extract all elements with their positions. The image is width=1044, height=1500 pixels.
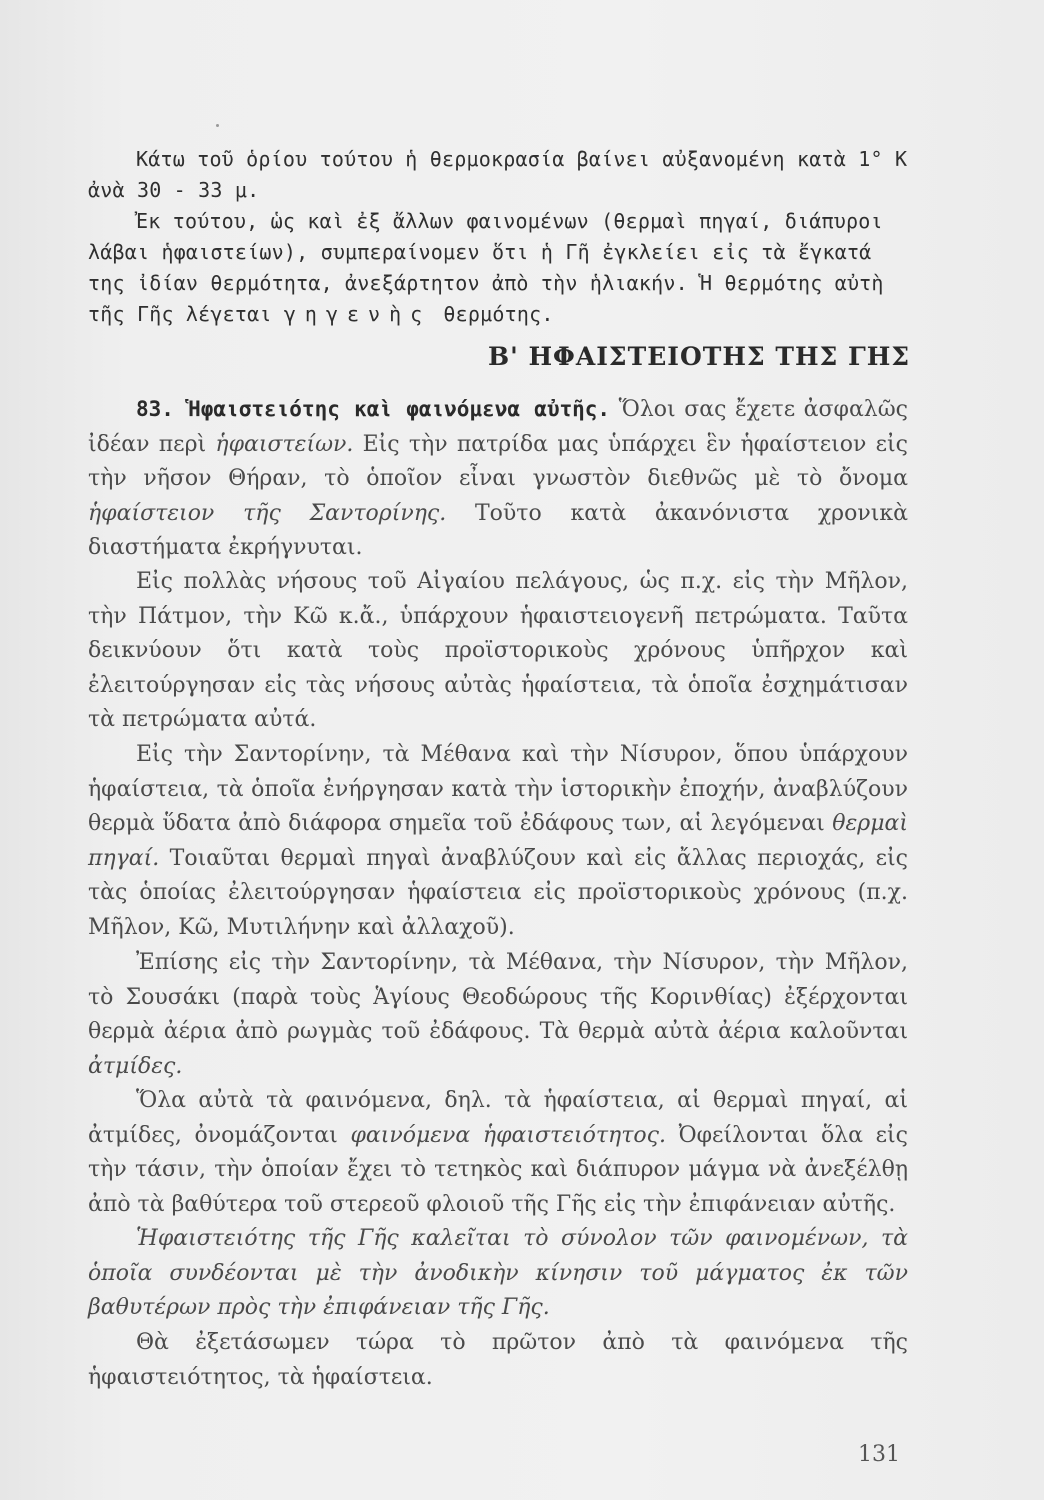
italic-term-fumaroles: ἀτμίδες. (88, 1053, 183, 1079)
next-topic-text: Θὰ ἐξετάσωμεν τώρα τὸ πρῶτον ἀπὸ τὰ φαινόμενα τῆς ἡφαιστειότητος, τὰ ἡφαίστεια. (88, 1330, 908, 1390)
paragraph-islands (88, 565, 908, 738)
paragraph-geothermal (88, 206, 908, 330)
paragraph-definition (88, 1222, 908, 1326)
section-text-a: Ὅλοι σας ἔχετε ἀσφαλῶς ἰδέαν περὶ (88, 397, 909, 457)
italic-term-hot-springs: θερμαὶ πηγαί. (88, 811, 908, 871)
page-number: 131 (858, 1442, 900, 1467)
section-heading: Β' ΗΦΑΙΣΤΕΙΟΤΗΣ ΤΗΣ ΓΗΣ (487, 342, 910, 371)
paragraph-fumaroles (88, 946, 908, 1084)
phenomena-text-b: Ὀφείλονται ὅλα εἰς τὴν τάσιν, τὴν ὁποίαν ἔχει τὸ τετηκὸς καὶ διάπυρον μάγμα νὰ ἀνεξέλθῃ ἀπὸ τὰ βαθύτερα τοῦ στερεοῦ φλοιοῦ τῆς Γῆς εἰς τὴν ἐπιφάνειαν αὐτῆς. (88, 1122, 908, 1217)
islands-text: Εἰς πολλὰς νήσους τοῦ Αἰγαίου πελάγους, ὡς π.χ. εἰς τὴν Μῆλον, τὴν Πάτμον, τὴν Κῶ κ.ἄ., ὑπάρχουν ἡφαιστειογενῆ πετρώματα. Ταῦτα δεικνύουν ὅτι κατὰ τοὺς προϊστορικοὺς χρόνους ὑπῆρχον καὶ ἐλειτούργησαν εἰς τὰς νήσους αὐτὰς ἡφαίστεια, τὰ ὁποῖα ἐσχημάτισαν τὰ πετρώματα αὐτά. (88, 569, 908, 733)
phenomena-text-a: Ὅλα αὐτὰ τὰ φαινόμενα, δηλ. τὰ ἡφαίστεια, αἱ θερμαὶ πηγαί, αἱ ἀτμίδες, ὀνομάζονται (88, 1088, 908, 1148)
paragraph-hot-springs (88, 738, 908, 946)
hot-springs-text-a: Εἰς τὴν Σαντορίνην, τὰ Μέθανα καὶ τὴν Νίσυρον, ὅπου ὑπάρχουν ἡφαίστεια, τὰ ὁποῖα ἐνήργησαν κατὰ τὴν ἱστορικὴν ἐποχήν, ἀναβλύζουν θερμὰ ὕδατα ἀπὸ διάφορα σημεῖα τοῦ ἐδάφους των, αἱ λεγόμεναι (88, 742, 908, 837)
paragraph-next (88, 1326, 908, 1395)
section-text-b: Εἰς τὴν πατρίδα μας ὑπάρχει ἓν ἡφαίστειον εἰς τὴν νῆσον Θήραν, τὸ ὁποῖον εἶναι γνωστὸν διεθνῶς μὲ τὸ ὄνομα (88, 431, 908, 492)
paragraph-phenomena (88, 1084, 908, 1222)
hot-springs-text-b: Τοιαῦται θερμαὶ πηγαὶ ἀναβλύζουν καὶ εἰς ἄλλας περιοχάς, εἰς τὰς ὁποίας ἐλειτούργησαν ἡφαίστεια εἰς προϊστορικοὺς χρόνους (π.χ. Μῆλον, Κῶ, Μυτιλήνην καὶ ἀλλαχοῦ). (88, 845, 908, 940)
definition-text: Ἡφαιστειότης τῆς Γῆς καλεῖται τὸ σύνολον τῶν φαινομένων, τὰ ὁποῖα συνδέονται μὲ τὴν ἀνοδικὴν κίνησιν τοῦ μάγματος ἐκ τῶν βαθυτέρων πρὸς τὴν ἐπιφάνειαν τῆς Γῆς. (88, 1226, 908, 1321)
fumaroles-text: Ἐπίσης εἰς τὴν Σαντορίνην, τὰ Μέθανα, τὴν Νίσυρον, τὴν Μῆλον, τὸ Σουσάκι (παρὰ τοὺς Ἁγίους Θεοδώρους τῆς Κορινθίας) ἐξέρχονται θερμὰ ἀέρια ἀπὸ ρωγμὰς τοῦ ἐδάφους. Τὰ θερμὰ αὐτὰ ἀέρια καλοῦνται (88, 950, 908, 1045)
paragraph-intro (88, 144, 908, 206)
italic-term-santorini: ἡφαίστειον τῆς Σαντορίνης. (88, 500, 447, 526)
intro-text: Κάτω τοῦ ὁρίου τούτου ἡ θερμοκρασία βαίνει αὐξανομένη κατὰ 1° Κ ἀνὰ 30 - 33 μ. (88, 147, 908, 202)
italic-term-volcanoes: ἡφαιστείων. (215, 431, 354, 457)
geothermal-text-end: θερμότης. (443, 302, 554, 326)
paragraph-section-83 (88, 392, 908, 566)
section-title: 83. Ἡφαιστειότης καὶ φαινόμενα αὐτῆς. (136, 397, 611, 421)
italic-term-volcanism: φαινόμενα ἡφαιστειότητος. (350, 1122, 666, 1148)
speck (216, 124, 219, 127)
geothermal-text: Ἐκ τούτου, ὡς καὶ ἐξ ἄλλων φαινομένων (θερμαὶ πηγαί, διάπυροι λάβαι ἡφαιστείων), συμπεραίνομεν ὅτι ἡ Γῆ ἐγκλείει εἰς τὰ ἔγκατά της ἰδίαν θερμότητα, ἀνεξάρτητον ἀπὸ τὴν ἡλιακήν. Ἡ θερμότης αὐτὴ τῆς Γῆς λέγεται (88, 209, 884, 326)
section-text-c: Τοῦτο κατὰ ἀκανόνιστα χρονικὰ διαστήματα ἐκρήγνυται. (88, 500, 908, 561)
spaced-term: γηγενὴς (283, 302, 432, 326)
